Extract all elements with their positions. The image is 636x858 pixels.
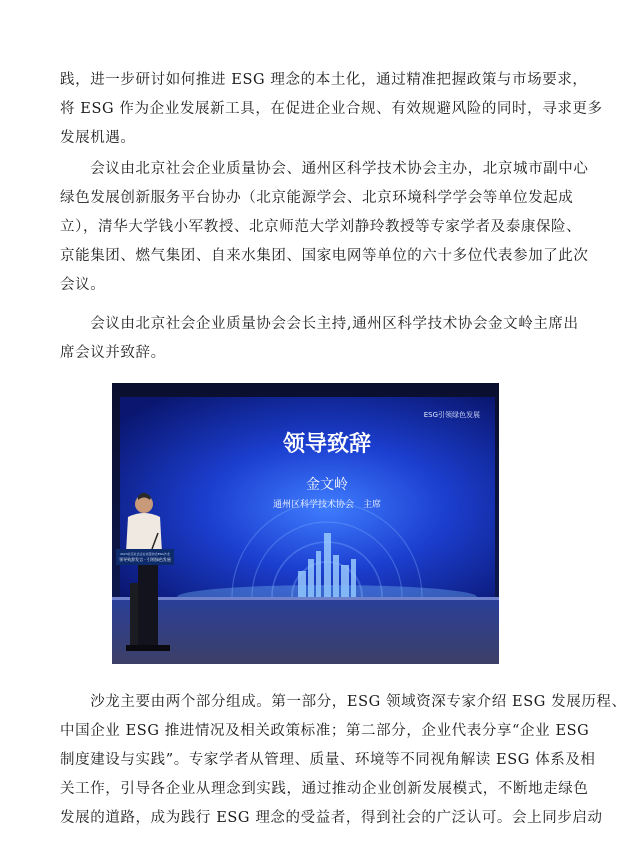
stage-edge — [112, 597, 499, 600]
stage-floor — [112, 597, 499, 664]
paragraph-4 — [60, 688, 627, 833]
paragraph-line: 发展的道路，成为践行 ESG 理念的受益者，得到社会的广泛认可。会上同步启动 — [60, 810, 603, 826]
conference-photo — [112, 383, 499, 664]
conference-photo-svg — [112, 383, 499, 664]
screen-heading: 领导致辞 — [282, 431, 372, 457]
paragraph-line: 席会议并致辞。 — [60, 345, 166, 361]
screen-corner-label: ESG引领绿色发展 — [423, 411, 480, 419]
paragraph-line: 绿色发展创新服务平台协办（北京能源学会、北京环境科学学会等单位发起成 — [60, 190, 574, 206]
paragraph-line: 会议由北京社会企业质量协会会长主持,通州区科学技术协会金文岭主席出 — [60, 316, 579, 332]
paragraph-line: 发展机遇。 — [60, 130, 136, 146]
paragraph-3 — [60, 310, 580, 368]
paragraph-line: 沙龙主要由两个部分组成。第一部分，ESG 领域资深专家介绍 ESG 发展历程、 — [60, 694, 627, 710]
paragraph-line: 制度建设与实践”。专家学者从管理、质量、环境等不同视角解读 ESG 体系及相 — [60, 752, 596, 768]
paragraph-line: 会议由北京社会企业质量协会、通州区科学技术协会主办，北京城市副中心 — [60, 161, 589, 177]
paragraph-line: 会议。 — [60, 277, 106, 293]
paragraph-line: 关工作，引导各企业从理念到实践，通过推动企业创新发展模式，不断地走绿色 — [60, 781, 589, 797]
paragraph-line: 立），清华大学钱小军教授、北京师范大学刘静玲教授等专家学者及泰康保险、 — [60, 219, 582, 235]
paragraph-line: 中国企业 ESG 推进情况及相关政策标准；第二部分，企业代表分享“企业 ESG — [60, 723, 590, 739]
screen-speaker-title: 通州区科学技术协会 主席 — [272, 500, 382, 510]
paragraph-line: 京能集团、燃气集团、自来水集团、国家电网等单位的六十多位代表参加了此次 — [60, 248, 589, 264]
podium-text-2: 领导致辞发言 · 引领绿色发展 — [119, 557, 171, 562]
podium-text-1: 2023北京社会企业质量协会ESG沙龙 — [120, 552, 170, 556]
paragraph-line: 将 ESG 作为企业发展新工具，在促进企业合规、有效规避风险的同时，寻求更多 — [60, 101, 603, 117]
paragraph-1 — [60, 66, 603, 153]
paragraph-line: 践，进一步研讨如何推进 ESG 理念的本土化，通过精准把握政策与市场要求， — [60, 72, 588, 88]
screen-speaker-name: 金文岭 — [306, 477, 348, 493]
paragraph-2 — [60, 155, 589, 300]
